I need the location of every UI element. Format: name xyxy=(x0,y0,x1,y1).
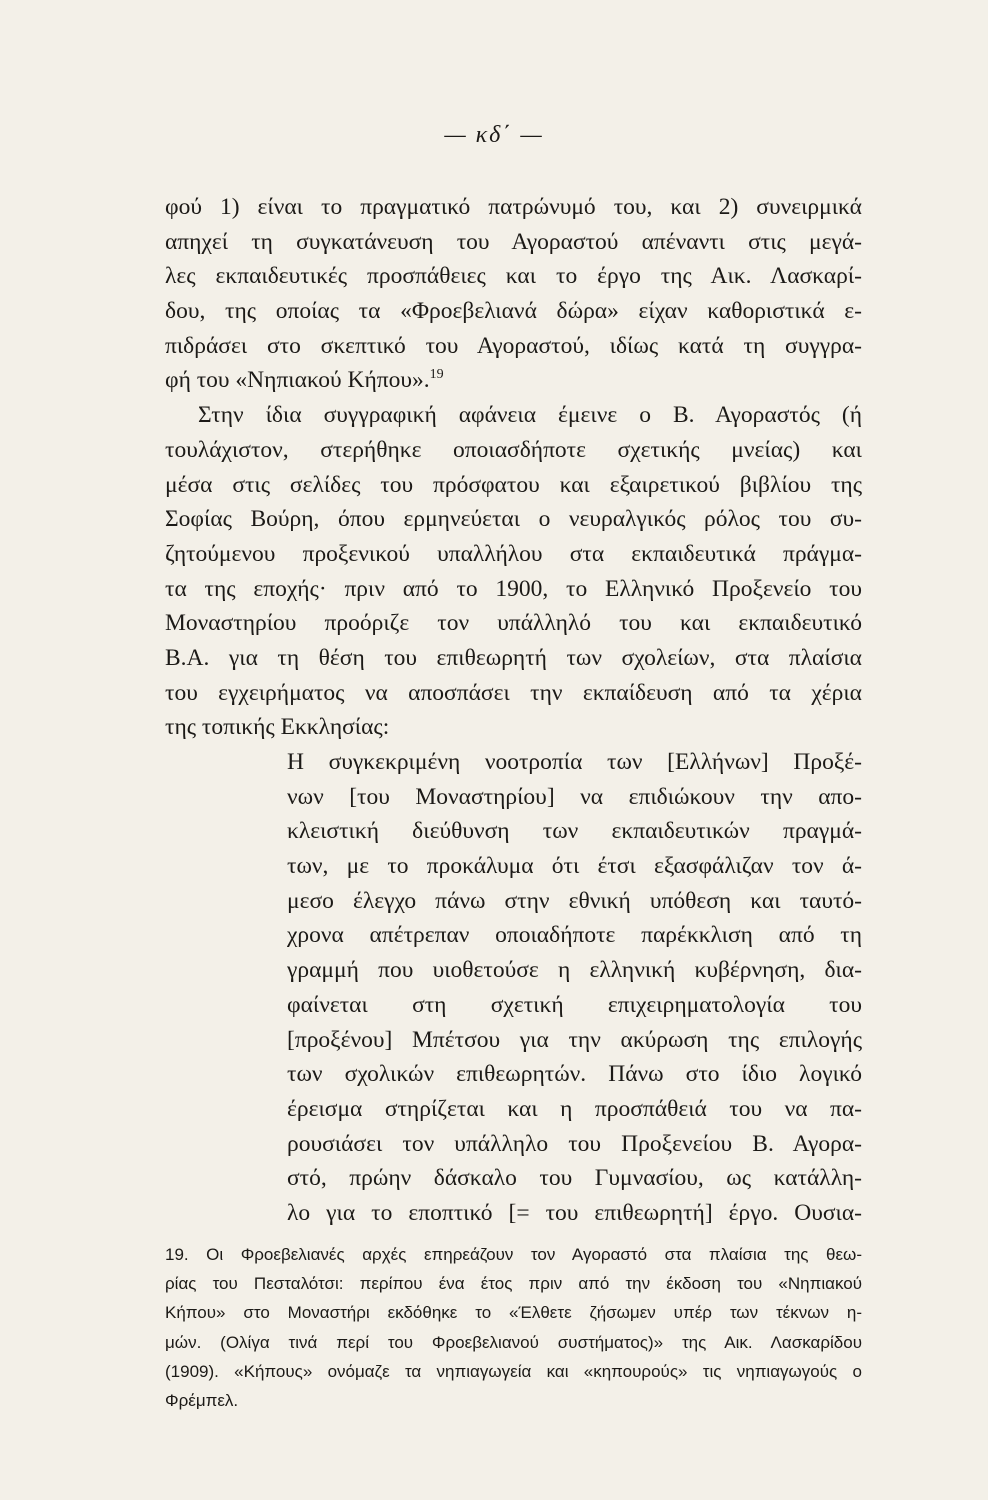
text-line: μέσα στις σελίδες του πρόσφατου και εξαιρετικού βιβλίου της xyxy=(165,471,862,498)
quote-line: κλειστική διεύθυνση των εκπαιδευτικών πραγμά- xyxy=(287,818,862,845)
text-line: Β.Α. για τη θέση του επιθεωρητή των σχολείων, στα πλαίσια xyxy=(165,644,862,671)
quote-line: χρονα απέτρεπαν οποιαδήποτε παρέκκλιση από τη xyxy=(287,922,862,949)
quote-line: στό, πρώην δάσκαλο του Γυμνασίου, ως κατάλλη- xyxy=(287,1165,862,1192)
text-line: λες εκπαιδευτικές προσπάθειες και το έργο της Αικ. Λασκαρί- xyxy=(165,263,862,290)
quote-line: έρεισμα στηρίζεται και η προσπάθειά του να πα- xyxy=(287,1095,862,1122)
quote-line: φαίνεται στη σχετική επιχειρηματολογία του xyxy=(287,991,862,1018)
text-line: Σοφίας Βούρη, όπου ερμηνεύεται ο νευραλγικός ρόλος του συ- xyxy=(165,506,862,533)
page-number: — κδ΄ — xyxy=(444,122,544,148)
quote-line: των, με το προκάλυμα ότι έτσι εξασφάλιζαν τον ά- xyxy=(287,853,862,880)
quote-line: γραμμή που υιοθετούσε η ελληνική κυβέρνηση, δια- xyxy=(287,957,862,984)
text-line: του εγχειρήματος να αποσπάσει την εκπαίδευση από τα χέρια xyxy=(165,679,862,706)
quote-line: νων [του Μοναστηρίου] να επιδιώκουν την απο- xyxy=(287,783,862,810)
text-line: απηχεί τη συγκατάνευση του Αγοραστού απέναντι στις μεγά- xyxy=(165,228,862,255)
quote-line: [προξένου] Μπέτσου για την ακύρωση της επιλογής xyxy=(287,1026,862,1053)
footnote-line: (1909). «Κήπους» ονόμαζε τα νηπιαγωγεία και «κηπουρούς» τις νηπιαγωγούς ο xyxy=(165,1361,862,1381)
footnote-reference: 19 xyxy=(429,367,444,383)
footnote-line: Φρέμπελ. xyxy=(165,1390,239,1410)
footnote-line: ρίας του Πεσταλότσι: περίπου ένα έτος πριν από την έκδοση του «Νηπιακού xyxy=(165,1274,862,1294)
quote-line: λο για το εποπτικό [= του επιθεωρητή] έργο. Ουσια- xyxy=(287,1199,862,1226)
text-line: Μοναστηρίου προόριζε τον υπάλληλό του και εκπαιδευτικό xyxy=(165,610,862,637)
footnote-line: 19. Οι Φροεβελιανές αρχές επηρεάζουν τον Αγοραστό στα πλαίσια της θεω- xyxy=(165,1245,862,1264)
text-line: φή του «Νηπιακού Κήπου». xyxy=(165,367,430,394)
footnote-section xyxy=(165,1240,862,1415)
quote-line: των σχολικών επιθεωρητών. Πάνω στο ίδιο λογικό xyxy=(287,1061,862,1088)
footnote-line: μών. (Ολίγα τινά περί του Φροεβελιανού συστήματος)» της Αικ. Λασκαρίδου xyxy=(165,1332,862,1352)
main-text xyxy=(165,190,862,1231)
text-line-with-note xyxy=(165,363,862,398)
text-line: πιδράσει στο σκεπτικό του Αγοραστού, ιδίως κατά τη συγγρα- xyxy=(165,332,862,359)
text-line: της τοπικής Εκκλησίας: xyxy=(165,714,390,741)
footnote-line: Κήπου» στο Μοναστήρι εκδόθηκε το «Έλθετε ζήσωμεν υπέρ των τέκνων η- xyxy=(165,1303,862,1323)
quote-line: Η συγκεκριμένη νοοτροπία των [Ελλήνων] Προξέ- xyxy=(287,749,862,775)
text-line: τα της εποχής· πριν από το 1900, το Ελληνικό Προξενείο του xyxy=(165,575,862,602)
text-line: τουλάχιστον, στερήθηκε οποιασδήποτε σχετικής μνείας) και xyxy=(165,436,862,463)
text-line: φού 1) είναι το πραγματικό πατρώνυμό του, και 2) συνειρμικά xyxy=(165,194,862,220)
text-line: δου, της οποίας τα «Φροεβελιανά δώρα» είχαν καθοριστικά ε- xyxy=(165,298,862,325)
text-line: ζητούμενου προξενικού υπαλλήλου στα εκπαιδευτικά πράγμα- xyxy=(165,540,862,567)
quote-line: μεσο έλεγχο πάνω στην εθνική υπόθεση και ταυτό- xyxy=(287,887,862,914)
quote-line: ρουσιάσει τον υπάλληλο του Προξενείου Β. Αγορα- xyxy=(287,1130,862,1157)
paragraph-start: Στην ίδια συγγραφική αφάνεια έμεινε ο Β. Αγοραστός (ή xyxy=(198,402,862,429)
block-quote xyxy=(287,745,862,1231)
